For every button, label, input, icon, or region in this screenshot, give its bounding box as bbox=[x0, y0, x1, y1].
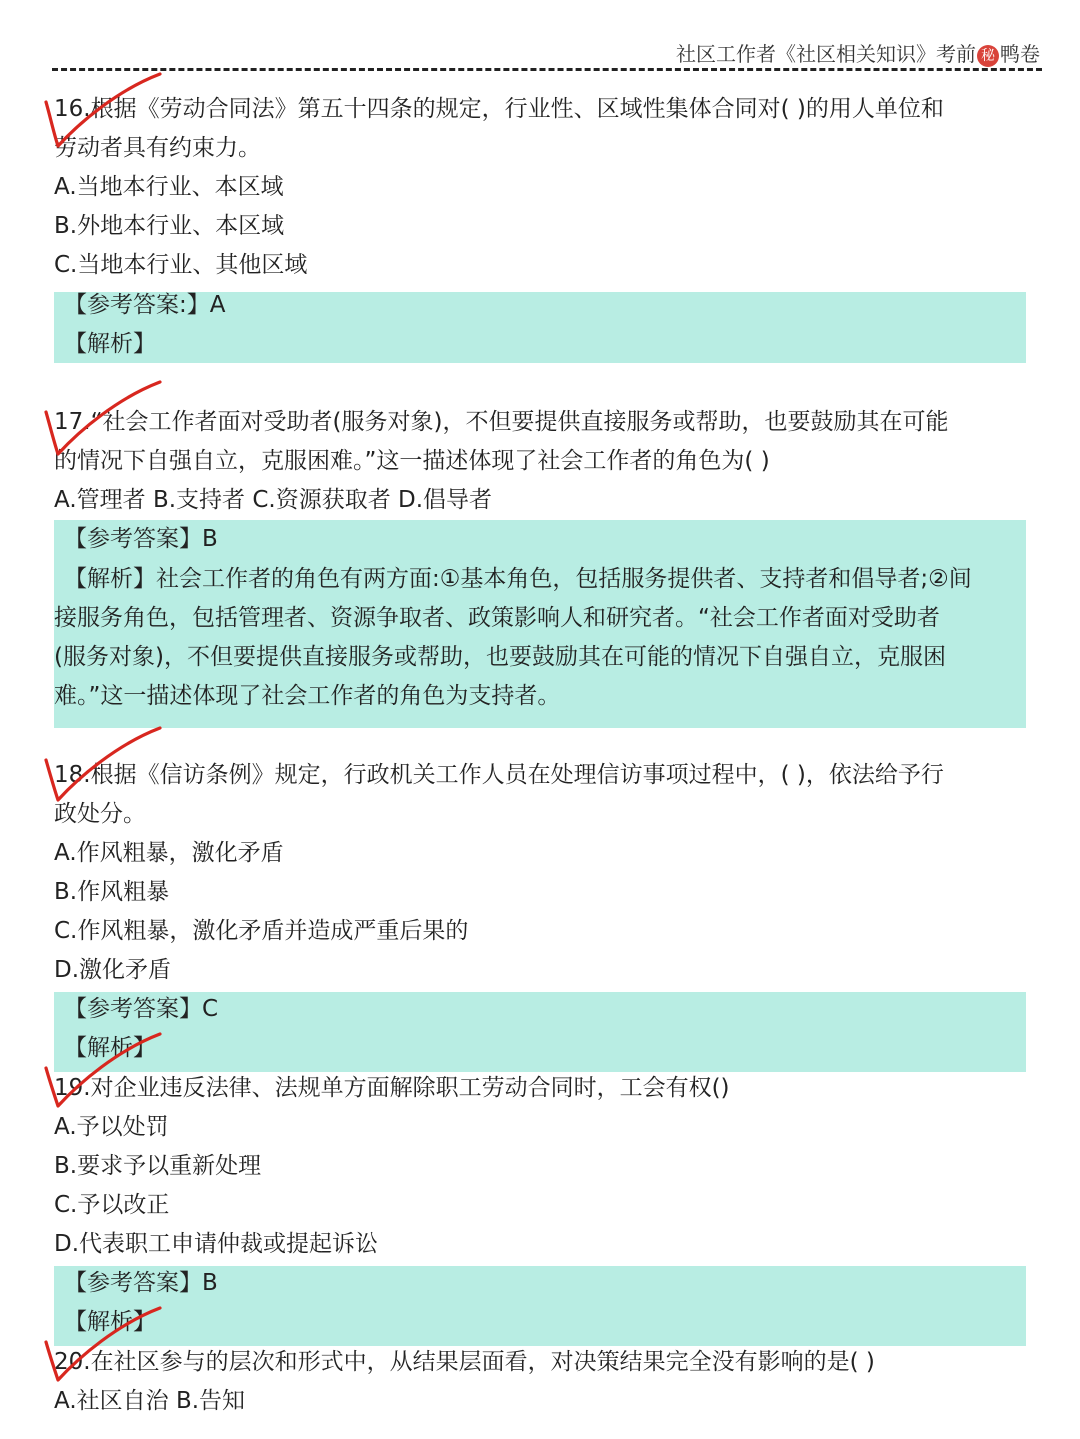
question-stem: 20.在社区参与的层次和形式中，从结果层面看，对决策结果完全没有影响的是( ) bbox=[54, 1349, 875, 1375]
option: D.激化矛盾 bbox=[54, 957, 172, 983]
option: A.作风粗暴，激化矛盾 bbox=[54, 840, 284, 866]
option: C.作风粗暴，激化矛盾并造成严重后果的 bbox=[54, 918, 469, 944]
header-title-suffix: 鸭卷 bbox=[1000, 42, 1040, 66]
secret-seal-icon: 秘 bbox=[977, 45, 999, 67]
option: A.管理者 B.支持者 C.资源获取者 D.倡导者 bbox=[54, 487, 493, 513]
explanation: 接服务角色，包括管理者、资源争取者、政策影响人和研究者。“社会工作者面对受助者 bbox=[54, 605, 940, 631]
explanation: 【解析】 bbox=[64, 1309, 156, 1335]
question-stem: 劳动者具有约束力。 bbox=[54, 135, 261, 161]
option: A.予以处罚 bbox=[54, 1114, 169, 1140]
header-title: 社区工作者《社区相关知识》考前 bbox=[676, 42, 976, 66]
question-stem: 17.“社会工作者面对受助者(服务对象)，不但要提供直接服务或帮助，也要鼓励其在可能 bbox=[54, 409, 949, 435]
explanation: 难。”这一描述体现了社会工作者的角色为支持者。 bbox=[54, 683, 561, 709]
option: A.当地本行业、本区域 bbox=[54, 174, 284, 200]
reference-answer: 【参考答案】B bbox=[64, 526, 218, 552]
option: B.外地本行业、本区域 bbox=[54, 213, 285, 239]
option: B.要求予以重新处理 bbox=[54, 1153, 262, 1179]
header-divider bbox=[52, 68, 1042, 71]
question-stem: 19.对企业违反法律、法规单方面解除职工劳动合同时，工会有权() bbox=[54, 1075, 730, 1101]
option: A.社区自治 B.告知 bbox=[54, 1388, 246, 1414]
reference-answer: 【参考答案】C bbox=[64, 996, 219, 1022]
question-stem: 政处分。 bbox=[54, 801, 146, 827]
explanation: 【解析】社会工作者的角色有两方面:①基本角色，包括服务提供者、支持者和倡导者;②间 bbox=[64, 566, 972, 592]
option: C.当地本行业、其他区域 bbox=[54, 252, 308, 278]
question-stem: 的情况下自强自立，克服困难。”这一描述体现了社会工作者的角色为( ) bbox=[54, 448, 770, 474]
option: B.作风粗暴 bbox=[54, 879, 170, 905]
reference-answer: 【参考答案:】A bbox=[64, 292, 226, 318]
explanation: (服务对象)，不但要提供直接服务或帮助，也要鼓励其在可能的情况下自强自立，克服困 bbox=[54, 644, 946, 670]
explanation: 【解析】 bbox=[64, 1035, 156, 1061]
explanation: 【解析】 bbox=[64, 331, 156, 357]
question-stem: 18.根据《信访条例》规定，行政机关工作人员在处理信访事项过程中，( )，依法给予行 bbox=[54, 762, 944, 788]
question-stem: 16.根据《劳动合同法》第五十四条的规定，行业性、区域性集体合同对( )的用人单位和 bbox=[54, 96, 944, 122]
reference-answer: 【参考答案】B bbox=[64, 1270, 218, 1296]
page-header bbox=[0, 38, 1040, 67]
option: D.代表职工申请仲裁或提起诉讼 bbox=[54, 1231, 379, 1257]
option: C.予以改正 bbox=[54, 1192, 170, 1218]
